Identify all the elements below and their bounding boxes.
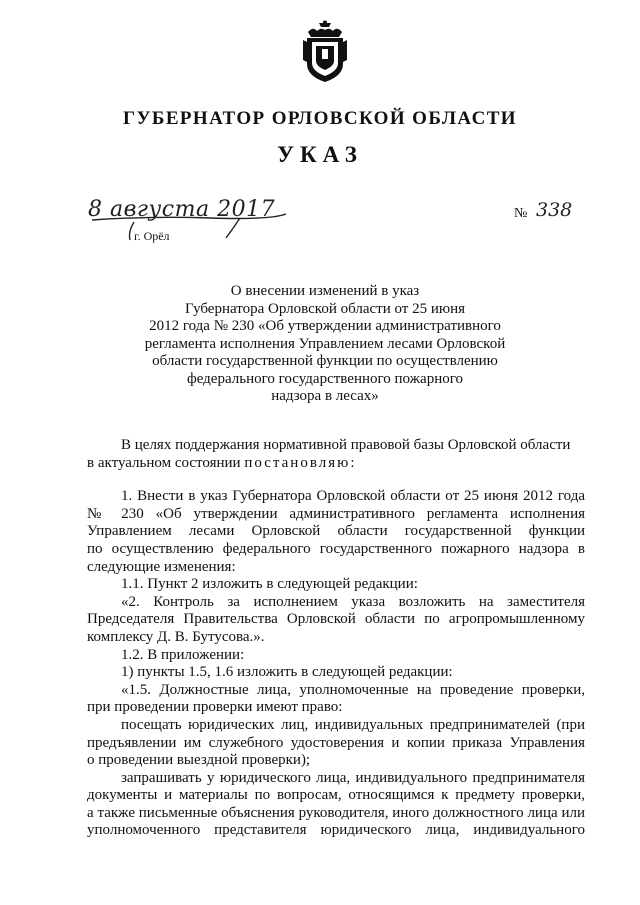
clause-1-2-heading: 1.2. В приложении: bbox=[121, 646, 245, 663]
clause-1-line: Управлением лесами Орловской области государственной функции bbox=[87, 523, 585, 540]
clause-1-line: по осуществлению федерального государственного пожарного надзора в bbox=[87, 540, 585, 557]
clause-1-5-line: при проведении проверки имеют право: bbox=[87, 699, 343, 716]
document-type: УКАЗ bbox=[277, 142, 363, 167]
clause-1-line: 1. Внести в указ Губернатора Орловской области от 25 июня 2012 года bbox=[121, 488, 585, 505]
clause-1-line: следующие изменения: bbox=[87, 558, 236, 575]
subject-line: 2012 года № 230 «Об утверждении административного bbox=[149, 318, 501, 334]
clause-1-1-quote-line: комплексу Д. В. Бутусова.». bbox=[87, 628, 265, 645]
clause-1-5-line: «1.5. Должностные лица, уполномоченные на проведение проверки, bbox=[121, 681, 585, 698]
decree-date-handwritten: 8 августа 2017 bbox=[88, 197, 276, 222]
clause-1-1-heading: 1.1. Пункт 2 изложить в следующей редакции: bbox=[121, 576, 418, 593]
coat-of-arms-icon bbox=[302, 20, 348, 84]
preamble-keyword: постановляю bbox=[244, 454, 351, 471]
subject-line: области государственной функции по осуществлению bbox=[152, 353, 498, 369]
subject-line: Губернатора Орловской области от 25 июня bbox=[184, 300, 466, 317]
clause-1-line: № 230 «Об утверждении административного регламента исполнения bbox=[87, 505, 585, 522]
issuer-title: ГУБЕРНАТОР ОРЛОВСКОЙ ОБЛАСТИ bbox=[123, 108, 517, 129]
preamble-text: в актуальном состоянии bbox=[87, 454, 245, 471]
subject-line: надзора в лесах» bbox=[271, 388, 379, 404]
city-label: г. Орёл bbox=[134, 229, 170, 243]
subject-line: федерального государственного пожарного bbox=[186, 370, 464, 387]
decree-number-handwritten: 338 bbox=[536, 199, 573, 221]
clause-1-2-item-1: 1) пункты 1.5, 1.6 изложить в следующей редакции: bbox=[121, 664, 453, 681]
preamble-line bbox=[87, 455, 585, 473]
decree-subject bbox=[130, 283, 520, 406]
right-2-line: документы и материалы по вопросам, относящимся к предмету проверки, bbox=[87, 787, 585, 804]
right-2-line: а также письменные объяснения руководителя, иного должностного лица или bbox=[87, 804, 585, 821]
clause-1-1-quote-line: «2. Контроль за исполнением указа возложить на заместителя bbox=[121, 593, 585, 610]
subject-line: О внесении изменений в указ bbox=[230, 283, 420, 299]
preamble-line: В целях поддержания нормативной правовой базы Орловской области bbox=[121, 437, 571, 453]
preamble-colon: : bbox=[350, 454, 355, 471]
clause-1-1-quote-line: Председателя Правительства Орловской области по агропромышленному bbox=[87, 611, 585, 628]
right-2-line: запрашивать у юридического лица, индивидуального предпринимателя bbox=[121, 769, 585, 786]
subject-line: регламента исполнения Управлением лесами Орловской bbox=[144, 335, 506, 352]
number-label: № bbox=[514, 206, 528, 221]
right-1-line: предъявлении им служебного удостоверения и копии приказа Управления bbox=[87, 734, 585, 751]
right-1-line: о проведении выездной проверки); bbox=[87, 752, 311, 769]
decree-body bbox=[87, 437, 585, 840]
right-1-line: посещать юридических лиц, индивидуальных предпринимателей (при bbox=[121, 716, 585, 733]
right-2-line: уполномоченного представителя юридического лица, индивидуального bbox=[87, 822, 585, 839]
